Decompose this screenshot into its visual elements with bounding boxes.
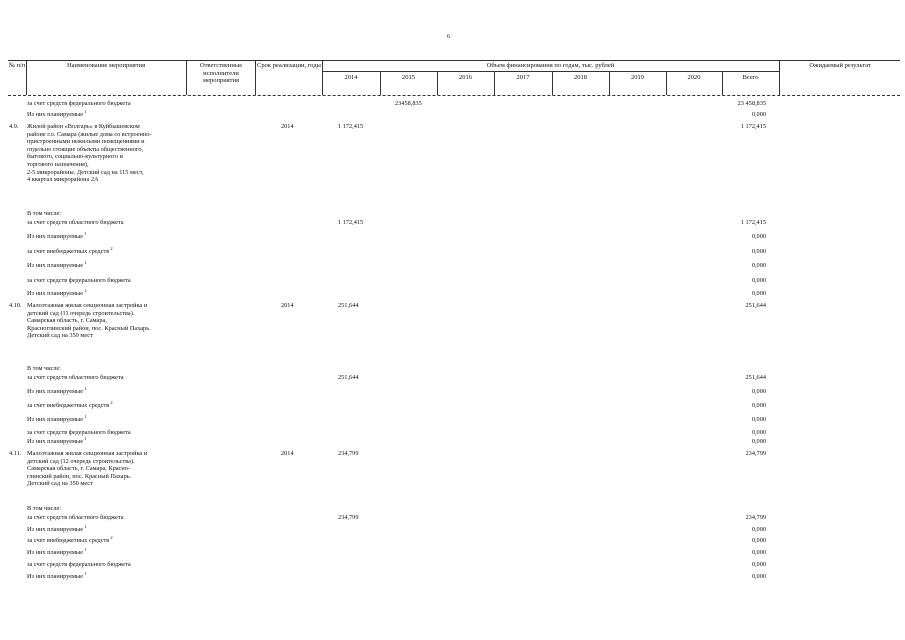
value-total: 0,000 [751, 277, 766, 284]
row-label: за счет внебюджетных средств $^2$ [27, 399, 113, 409]
row-label: за счет средств федерального бюджета [27, 277, 131, 284]
value-total: 251,644 [745, 374, 766, 381]
footnote-mark: 2 [109, 245, 113, 251]
value-2014: 1 172,415 [338, 219, 364, 226]
footnote-mark: 1 [83, 413, 87, 419]
row-label: за счет средств областного бюджета [27, 374, 124, 381]
value-2014: 234,799 [338, 514, 359, 521]
item-name-line: Самарская область, г. Самара, Красно- [27, 465, 131, 473]
value-2014: 251,644 [338, 374, 359, 381]
row-label: за счет внебюджетных средств $^2$ [27, 534, 113, 544]
row-label: за счет средств федерального бюджета [27, 100, 131, 107]
item-name-line: глинский район, пос. Красный Пахарь. [27, 472, 132, 480]
col-result-header: Ожидаемый результат [809, 62, 871, 69]
footnote-mark: 1 [83, 385, 87, 391]
item-name-line: Малоэтажная жилая секционная застройка и [27, 302, 148, 309]
footnote-mark: 1 [83, 287, 87, 293]
year-header-2019: 2019 [631, 74, 644, 81]
item-term: 2014 [281, 450, 294, 457]
row-label: Из них планируемые $^1$ [27, 259, 87, 269]
value-total: 234,799 [745, 514, 766, 521]
value-total: 0,000 [751, 549, 766, 556]
total-header: Всего [742, 74, 759, 81]
row-label: за счет средств федерального бюджета [27, 561, 131, 568]
value-2014: 251,644 [338, 302, 359, 309]
row-label: В том числе: [27, 365, 62, 372]
year-header-2020: 2020 [687, 74, 701, 81]
footnote-mark: 1 [83, 570, 87, 576]
value-total: 0,000 [751, 438, 766, 445]
value-total: 0,000 [751, 429, 766, 436]
row-label: Из них планируемые $^1$ [27, 570, 87, 580]
page-number: 6 [447, 34, 450, 40]
value-total: 0,000 [751, 388, 766, 395]
header-top-line [8, 60, 900, 61]
value-total: 23 458,835 [737, 100, 766, 107]
value-total: 0,000 [751, 111, 766, 118]
year-header-2016: 2016 [459, 74, 472, 81]
year-header-2014: 2014 [344, 74, 358, 81]
year-header-2015: 2015 [402, 74, 415, 81]
row-label: за счет внебюджетных средств $^2$ [27, 245, 113, 255]
item-name-line: Самарская область, г. Самара, [27, 317, 107, 325]
col-term-header: Срок реализации, годы [257, 62, 321, 69]
footnote-mark: 1 [83, 546, 87, 552]
item-number: 4.10. [9, 302, 22, 309]
value-total: 1 172,415 [740, 123, 766, 130]
row-label: Из них планируемые $^1$ [27, 287, 87, 297]
row-label: за счет средств областного бюджета [27, 219, 124, 226]
row-label: В том числе: [27, 210, 62, 217]
value-total: 0,000 [751, 233, 766, 240]
value-2015: 23458,835 [395, 100, 422, 107]
col-volume-header: Объем финансирования по годам, тыс. рублей [486, 62, 615, 69]
row-label: Из них планируемые $^1$ [27, 230, 87, 240]
item-name-line: районе г.о. Самара (жилые дома со встроенно- [27, 130, 152, 138]
row-label: Из них планируемые $^1$ [27, 108, 87, 118]
header-year-line [322, 71, 779, 72]
footnote-mark: 1 [83, 435, 87, 441]
item-name-line: 2-5 микрорайоны. Детский сад на 115 мест, [27, 168, 144, 176]
col-no-header: № п/п [8, 62, 26, 69]
item-name-line: Детский сад на 350 мест [27, 332, 93, 340]
value-2014: 1 172,415 [338, 123, 364, 130]
value-total: 0,000 [751, 290, 766, 297]
value-total: 0,000 [751, 573, 766, 580]
footnote-mark: 2 [109, 399, 113, 405]
item-name-line: бытового, социально-культурного и [27, 153, 123, 161]
item-name-line: 4 квартал микрорайона 2А [27, 176, 99, 184]
item-number: 4.11. [9, 450, 22, 457]
item-name-line: детский сад (12 очередь строительства). [27, 457, 135, 465]
year-header-2017: 2017 [516, 74, 530, 81]
item-name-line: Детский сад на 350 мест [27, 480, 93, 488]
value-total: 0,000 [751, 262, 766, 269]
value-total: 234,799 [745, 450, 766, 457]
value-2014: 234,799 [338, 450, 359, 457]
item-number: 4.9. [9, 123, 19, 130]
item-name-line: Жилой район «Волгарь» в Куйбышевском [27, 123, 140, 130]
row-label: Из них планируемые $^1$ [27, 523, 87, 533]
row-label: В том числе: [27, 505, 62, 512]
row-label: за счет средств федерального бюджета [27, 429, 131, 436]
item-name-line: отдельно стоящие объекты общественного, [27, 145, 144, 153]
value-total: 0,000 [751, 561, 766, 568]
value-total: 0,000 [751, 248, 766, 255]
row-label: Из них планируемые $^1$ [27, 413, 87, 423]
row-label: Из них планируемые $^1$ [27, 546, 87, 556]
value-total: 0,000 [751, 537, 766, 544]
item-name-line: пристроенными нежилыми помещениями и [27, 138, 145, 146]
footnote-mark: 1 [83, 259, 87, 265]
item-term: 2014 [281, 123, 294, 130]
col-exec-header: Ответственные исполнители мероприятия [199, 62, 243, 84]
item-name-line: детский сад (11 очередь строительства). [27, 309, 135, 317]
value-total: 0,000 [751, 402, 766, 409]
value-total: 0,000 [751, 416, 766, 423]
row-label: Из них планируемые $^1$ [27, 435, 87, 445]
footnote-mark: 2 [109, 534, 113, 540]
value-total: 251,644 [745, 302, 766, 309]
footnote-mark: 1 [83, 523, 87, 529]
row-label: за счет средств областного бюджета [27, 514, 124, 521]
year-header-2018: 2018 [574, 74, 587, 81]
value-total: 1 172,415 [740, 219, 766, 226]
item-name-line: торгового назначения), [27, 161, 89, 168]
col-divider [186, 60, 187, 95]
col-name-header: Наименование мероприятия [66, 62, 146, 69]
footnote-mark: 1 [83, 230, 87, 236]
header-bottom-line [8, 95, 900, 96]
item-name-line: Красноглинский район, пос. Красный Пахарь. [27, 324, 151, 332]
item-term: 2014 [281, 302, 294, 309]
value-total: 0,000 [751, 526, 766, 533]
item-name-line: Малоэтажная жилая секционная застройка и [27, 450, 148, 457]
footnote-mark: 1 [83, 108, 87, 114]
row-label: Из них планируемые $^1$ [27, 385, 87, 395]
